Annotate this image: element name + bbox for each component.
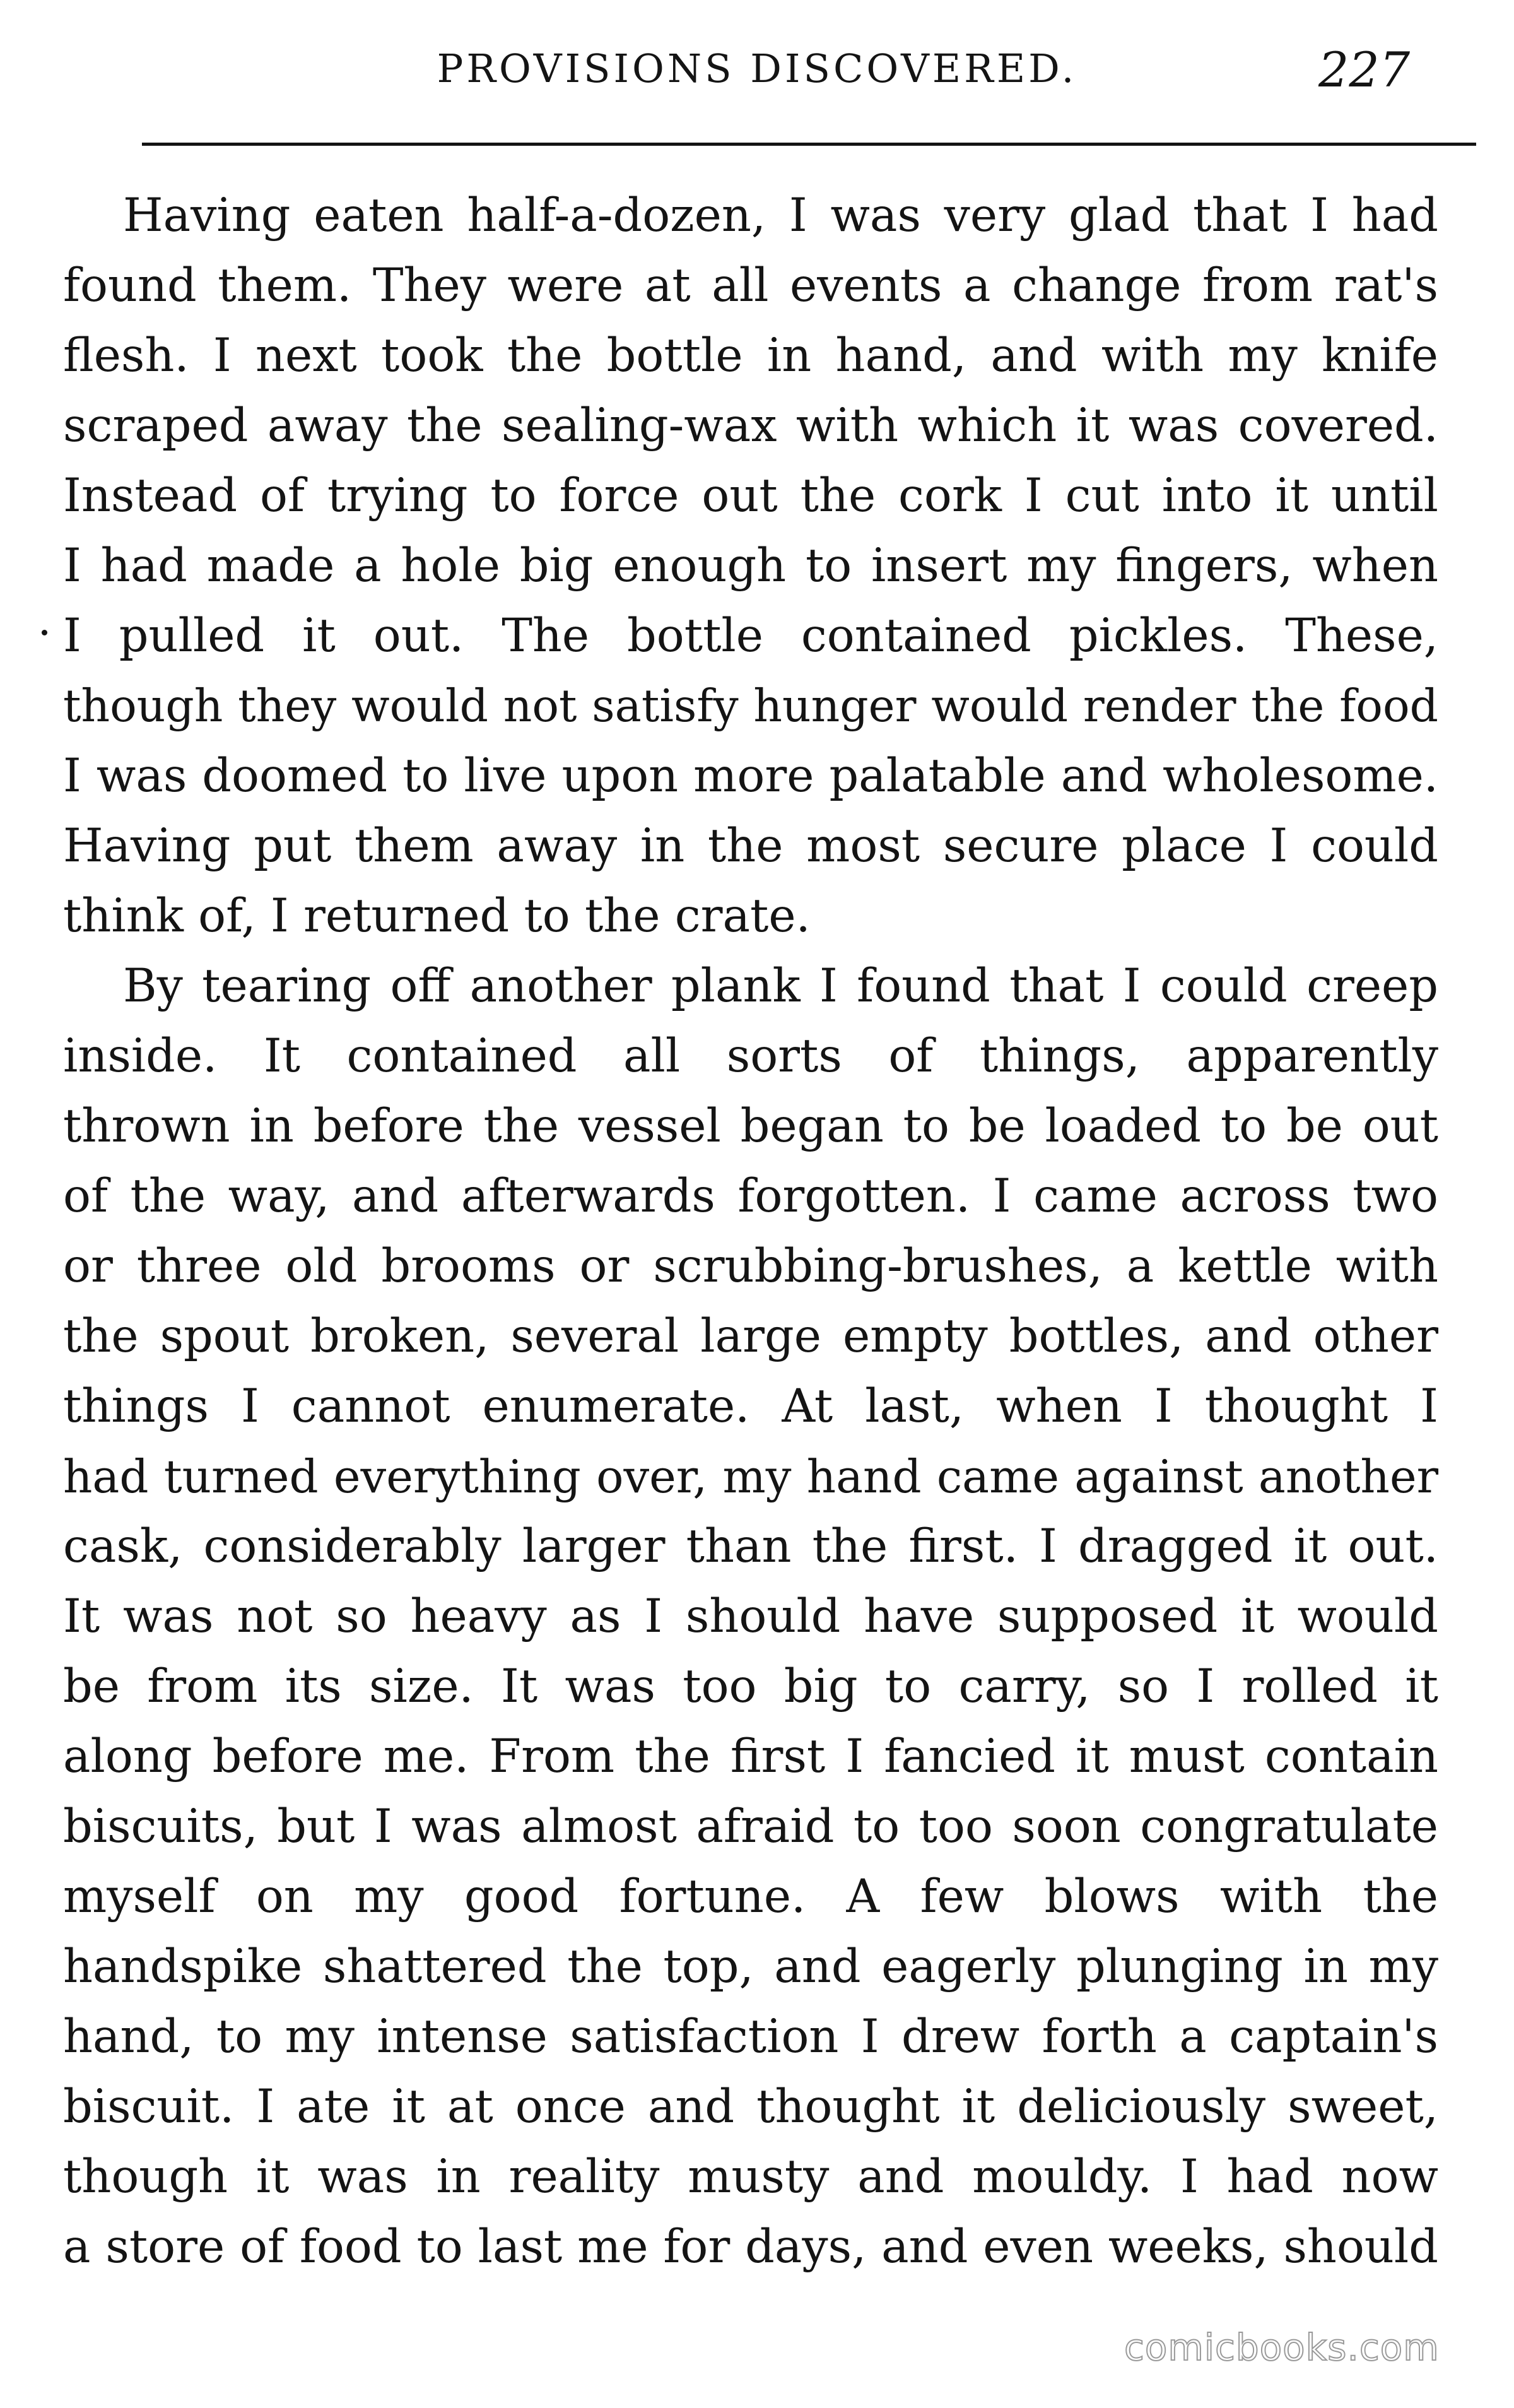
text-line: things I cannot enumerate. At last, when I thought I	[63, 1379, 1438, 1433]
text-line: handspike shattered the top, and eagerly plunging in my	[63, 1940, 1438, 1993]
text-line: It was not so heavy as I should have supposed it would	[63, 1590, 1438, 1643]
text-line: a store of food to last me for days, and even weeks, should	[63, 2220, 1438, 2274]
text-line: flesh. I next took the bottle in hand, and with my knife	[63, 329, 1438, 382]
text-line: of the way, and afterwards forgotten. I came across two	[63, 1169, 1438, 1223]
text-line: Having eaten half-a-dozen, I was very glad that I had	[123, 189, 1438, 242]
margin-dot	[42, 630, 47, 635]
text-line: I pulled it out. The bottle contained pickles. These,	[63, 609, 1438, 663]
text-line: myself on my good fortune. A few blows with the	[63, 1870, 1438, 1923]
page-number: 227	[1318, 42, 1411, 98]
text-line: hand, to my intense satisfaction I drew forth a captain's	[63, 2010, 1438, 2063]
text-line: scraped away the sealing-wax with which it was covered.	[63, 399, 1438, 452]
text-line: I had made a hole big enough to insert my fingers, when	[63, 539, 1438, 593]
watermark: comicbooks.com	[1124, 2326, 1440, 2369]
text-line: By tearing off another plank I found that I could creep	[123, 959, 1438, 1013]
text-line: Instead of trying to force out the cork I cut into it until	[63, 469, 1438, 522]
running-title: PROVISIONS DISCOVERED.	[437, 45, 1077, 91]
text-line: biscuit. I ate it at once and thought it deliciously sweet,	[63, 2080, 1438, 2134]
text-line: though they would not satisfy hunger would render the food	[63, 680, 1438, 732]
text-line: cask, considerably larger than the first. I dragged it out.	[63, 1520, 1438, 1573]
text-line: I was doomed to live upon more palatable and wholesome.	[63, 749, 1438, 803]
text-line: thrown in before the vessel began to be loaded to be out	[63, 1099, 1438, 1153]
text-line: the spout broken, several large empty bottles, and other	[63, 1309, 1438, 1363]
text-line: along before me. From the first I fancied it must contain	[63, 1730, 1438, 1783]
header-rule	[142, 143, 1476, 146]
text-line: think of, I returned to the crate.	[63, 889, 811, 943]
text-line: be from its size. It was too big to carry, so I rolled it	[63, 1660, 1438, 1713]
text-line: Having put them away in the most secure place I could	[63, 819, 1438, 873]
text-line: had turned everything over, my hand came against another	[63, 1450, 1438, 1503]
text-line: though it was in reality musty and mouldy. I had now	[63, 2150, 1438, 2204]
text-line: found them. They were at all events a change from rat's	[63, 259, 1438, 312]
text-line: or three old brooms or scrubbing-brushes, a kettle with	[63, 1239, 1438, 1293]
text-line: biscuits, but I was almost afraid to too soon congratulate	[63, 1800, 1438, 1853]
text-line: inside. It contained all sorts of things, apparently	[63, 1029, 1438, 1083]
